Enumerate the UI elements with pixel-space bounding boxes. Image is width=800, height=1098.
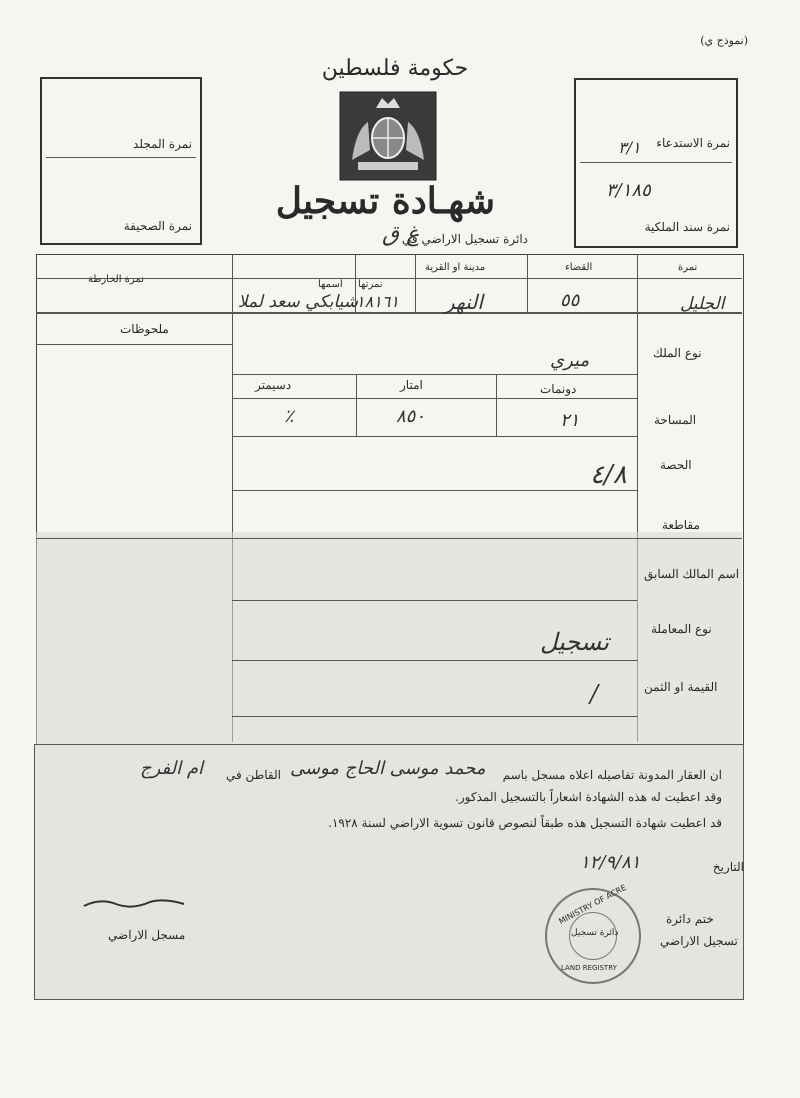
share-value: ٤/٨ <box>590 460 627 490</box>
share-label: الحصة <box>660 458 692 472</box>
owner-name-value: محمد موسى الحاج موسى <box>290 758 486 779</box>
request-label: نمرة الاستدعاء <box>656 136 730 150</box>
volume-label: نمرة المجلد <box>133 137 192 151</box>
registrar-signature <box>80 892 190 916</box>
registrar-label: مسجل الاراضي <box>108 928 186 942</box>
dunums-value: ٢١ <box>560 410 580 431</box>
volume-box <box>40 77 202 245</box>
transaction-type-value: تسجيل <box>540 628 609 656</box>
resident-value: ام الفرج <box>140 758 204 779</box>
plot-name-value: شيابكي سعد لملا <box>237 292 358 312</box>
town-value: النهر <box>445 290 483 314</box>
meters-value: ٨٥٠ <box>396 406 426 427</box>
col-town: مدينة او القرية <box>425 262 486 273</box>
col-map: نمرة الخارطة <box>88 274 144 285</box>
area-label: المساحة <box>654 413 697 427</box>
property-type-label: نوع الملك <box>653 346 702 360</box>
page-label: نمرة الصحيفة <box>123 219 192 233</box>
col-number: نمرة <box>678 262 698 273</box>
crown-arms-icon <box>338 90 438 182</box>
government-heading: حكومة فلسطين <box>321 56 469 81</box>
col-plot-no: نمرتها <box>358 279 383 290</box>
stamp-bottom-text: LAND REGISTRY <box>561 964 617 972</box>
request-box <box>574 78 738 248</box>
meters-label: امتار <box>400 378 423 392</box>
dunums-label: دونمات <box>540 382 577 396</box>
decimeters-label: دسيمتر <box>255 378 292 392</box>
value-price-label: القيمة او الثمن <box>644 680 718 694</box>
certificate-title: شهـادة تسجيل <box>275 180 495 222</box>
col-plot-name: اسمها <box>318 279 343 290</box>
col-district: القضاء <box>565 262 593 273</box>
seal-label-1: ختم دائرة <box>666 912 714 926</box>
decimeters-value: ٪ <box>284 406 294 427</box>
department-label: دائرة تسجيل الاراضي في <box>401 232 528 246</box>
title-deed-label: نمرة سند الملكية <box>644 220 730 234</box>
title-deed-value: ٣/١٨٥ <box>606 180 651 201</box>
statement-line2: وقد اعطيت له هذه الشهادة اشعاراً بالتسجيل المذكور. <box>455 790 722 804</box>
muqataa-label: مقاطعة <box>662 518 700 532</box>
district-value: ٥٥ <box>560 290 580 311</box>
property-type-value: ميري <box>550 350 590 371</box>
date-value: ١٢/٩/٨١ <box>580 852 641 873</box>
stamp-top-text: MINISTRY OF ACRE <box>557 882 628 927</box>
form-number: (نموذج ي) <box>700 34 748 47</box>
seal-label-2: تسجيل الاراضي <box>660 934 738 948</box>
official-stamp <box>545 882 641 984</box>
notes-label: ملحوظات <box>120 322 169 336</box>
lower-shaded <box>36 532 742 744</box>
statement-line3: قد اعطيت شهادة التسجيل هذه طبقاً لنصوص قانون تسوية الاراضي لسنة ١٩٢٨. <box>328 816 722 830</box>
value-price-value: / <box>590 680 599 708</box>
request-value: ٣/١ <box>618 138 641 157</box>
date-label: التاريخ <box>712 860 744 874</box>
statement-line1: ان العقار المدونة تفاصيله اعلاه مسجل باسم <box>502 768 722 782</box>
previous-owner-label: اسم المالك السابق <box>644 567 740 581</box>
department-value: غ ق <box>382 222 420 247</box>
coat-of-arms <box>338 90 438 182</box>
transaction-type-label: نوع المعاملة <box>651 622 712 636</box>
resident-label: القاطن في <box>226 768 281 782</box>
first-value: الجليل <box>680 294 725 314</box>
stamp-center-text: دائرة تسجيل <box>571 928 619 938</box>
plot-no-value: ١٨١٦١ <box>356 292 399 311</box>
